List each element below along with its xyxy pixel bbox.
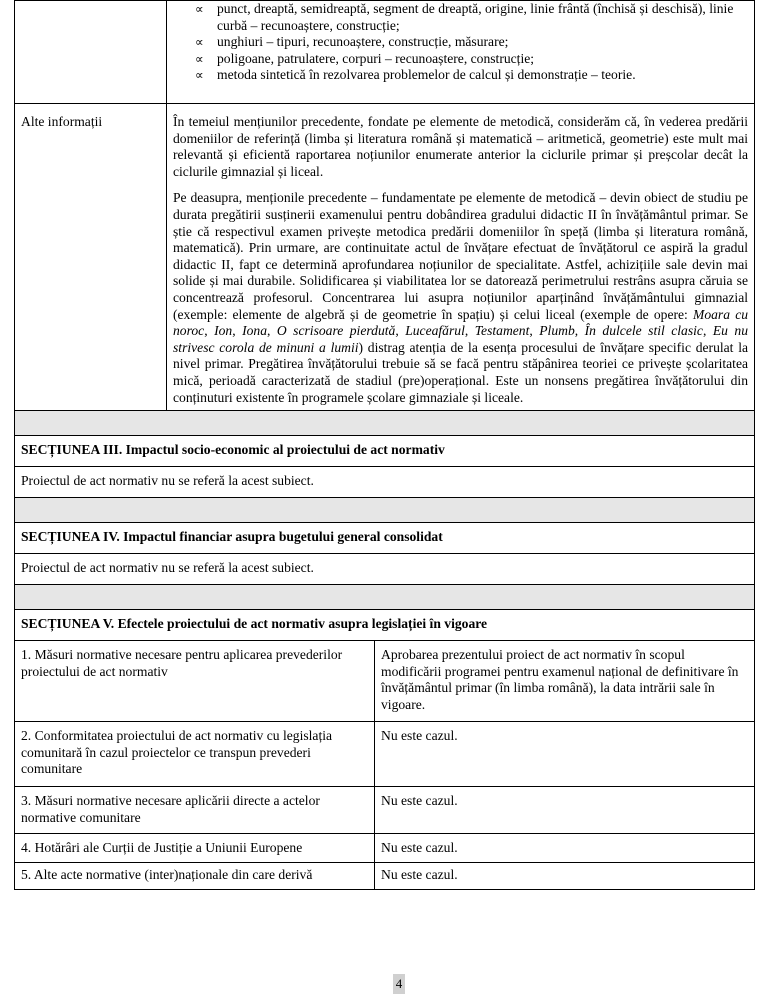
section-5-title: SECȚIUNEA V. Efectele proiectului de act normativ asupra legislației în vigoare [15,610,755,641]
sagittarius-bullet-icon: ∝ [195,68,204,83]
sagittarius-bullet-icon: ∝ [195,2,204,16]
measure-value: Nu este cazul. [375,787,755,834]
alte-informatii-content [167,104,755,411]
separator-row [15,585,755,610]
section-3-title-row [15,436,755,467]
section-5-row-2 [15,722,755,787]
alte-informatii-label: Alte informații [15,104,167,411]
list-item: ∝ unghiuri – tipuri, recunoaștere, construcție, măsurare; [195,34,509,50]
measure-value: Nu este cazul. [375,722,755,787]
measure-value: Nu este cazul. [375,863,755,890]
alte-informatii-row [15,104,755,411]
gray-separator [15,585,755,610]
list-item: ∝ poligoane, patrulatere, corpuri – recunoaștere, construcție; [195,50,535,66]
paragraph-2: Pe deasupra, menționile precedente – fundamentate pe elemente de metodică – devin obiect de studiu pe durata pregătirii susținerii examenului pentru dobândirea gradului didactic II în învățământul primar. Se știe că respectivul examen privește metodica predării domeniilor în speță (limba și literatura română, matematică). Prin urmare, are continuitate actul de învățare efectuat de învățătorul ce aspiră la gradul didactic II, fapt ce determină aprofundarea noțiunilor de specialitate. Astfel, achizițiile sale devin mai solide și mai durabile. Solidificarea și viabilitatea lor se datorează perimetrului restrâns asupra căruia se concentrează profesorul. Concentrarea lui asupra noțiunilor aparținând învățământului gimnazial (exemple: elemente de algebră și de geometrie în spațiu) și celui liceal (exemple de opere: Moara cu noroc, Ion, Iona, O scrisoare pierdută, Luceafărul, Testament, Plumb, În dulcele stil clasic, Eu nu strivesc corola de minuni a lumii) distrag atenția de la esența procesului de învățare specific derulat la nivel primar. Pregătirea învățătorului trebuie să se facă pentru stăpânirea teoriei ce privește școlaritatea mică, perioadă caracterizată de stadiul (pre)operațional. Este un nonsens pregătirea învățătorului din conținuturi existente în programele școlare gimnaziale și liceale. [173,190,749,405]
section-5-title-row [15,610,755,641]
document-table [14,0,755,890]
measure-value: Nu este cazul. [375,834,755,863]
section-5-row-4 [15,834,755,863]
separator-row [15,498,755,523]
measure-label: 3. Măsuri normative necesare aplicării directe a actelor normative comunitare [15,787,375,834]
measure-value: Aprobarea prezentului proiect de act normativ în scopul modificării programei pentru examenul național de definitivare în învățământul primar (în limba română), la data intrării sale în vigoare. [375,641,755,722]
page-number: 4 [393,974,405,994]
gray-separator [15,498,755,523]
section-4-title-row [15,523,755,554]
list-item: ∝ metoda sintetică în rezolvarea problemelor de calcul și demonstrație – teorie. [195,67,636,83]
measure-label: 5. Alte acte normative (inter)naționale din care derivă [15,863,375,890]
section-4-title: SECȚIUNEA IV. Impactul financiar asupra bugetului general consolidat [15,523,755,554]
sagittarius-bullet-icon: ∝ [195,51,204,66]
gray-separator [15,411,755,436]
section-5-row-3 [15,787,755,834]
measure-label: 1. Măsuri normative necesare pentru aplicarea prevederilor proiectului de act normativ [15,641,375,722]
empty-label-cell [15,1,167,104]
section-3-text-row [15,467,755,498]
bullet-list [173,1,748,84]
section-4-text: Proiectul de act normativ nu se referă la acest subiect. [15,554,755,585]
paragraph-1: În temeiul mențiunilor precedente, fondate pe elemente de metodică, considerăm că, în vederea predării domeniilor de referință (limba și literatura română și matematică – aritmetică, geometrie) este mult mai relevantă și eficientă raportarea noțiunilor enumerate anterior la ciclurile primar și preșcolar decât la ciclurile gimnazial și liceal. [173,114,749,179]
measure-label: 2. Conformitatea proiectului de act normativ cu legislația comunitară în cazul proiectelor ce transpun prevederi comunitare [15,722,375,787]
section-3-title: SECȚIUNEA III. Impactul socio-economic al proiectului de act normativ [15,436,755,467]
bullets-row [15,1,755,104]
measure-label: 4. Hotărâri ale Curții de Justiție a Uniunii Europene [15,834,375,863]
list-item: ∝ punct, dreaptă, semidreaptă, segment de dreaptă, origine, linie frântă (închisă și deschisă), linie curbă – recunoaștere, construcție; [195,1,734,33]
bullets-cell [167,1,755,104]
separator-row [15,411,755,436]
section-5-row-5 [15,863,755,890]
sagittarius-bullet-icon: ∝ [195,35,204,50]
section-3-text: Proiectul de act normativ nu se referă la acest subiect. [15,467,755,498]
section-4-text-row [15,554,755,585]
section-5-row-1 [15,641,755,722]
